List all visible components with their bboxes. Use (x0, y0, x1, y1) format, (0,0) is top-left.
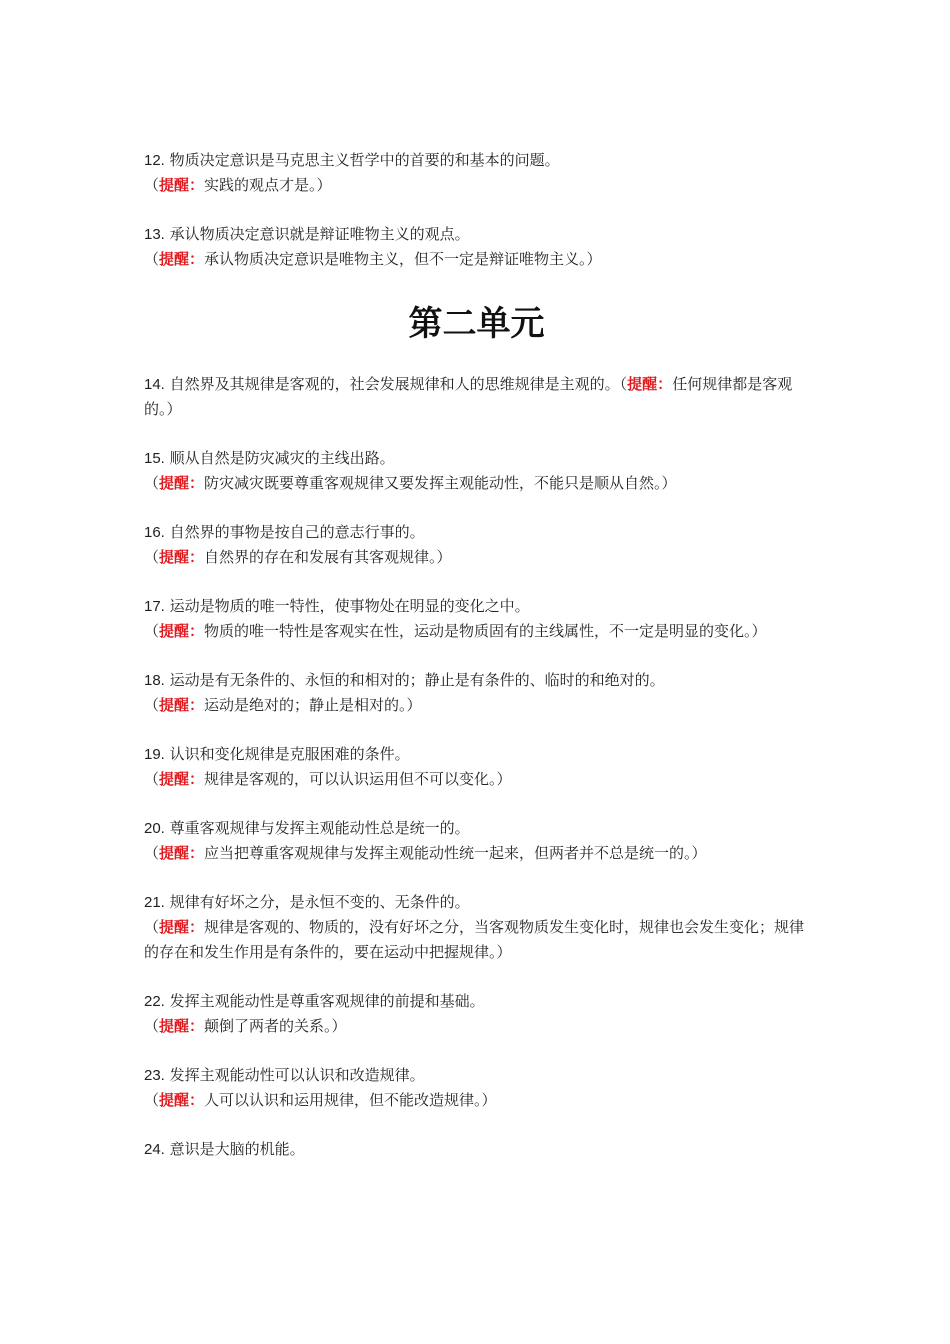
question-text: 14. 自然界及其规律是客观的，社会发展规律和人的思维规律是主观的。 (144, 375, 620, 393)
question-text: 19. 认识和变化规律是克服困难的条件。 (144, 745, 410, 763)
reminder-label: 提醒： (159, 548, 205, 566)
question-item-14 (144, 372, 809, 422)
question-item-23 (144, 1063, 809, 1113)
reminder-label: 提醒： (159, 176, 205, 194)
reminder-text: （提醒：应当把尊重客观规律与发挥主观能动性统一起来，但两者并不总是统一的。） (144, 844, 707, 862)
question-text: 22. 发挥主观能动性是尊重客观规律的前提和基础。 (144, 992, 485, 1010)
question-item-24 (144, 1137, 809, 1162)
reminder-label: 提醒： (159, 696, 205, 714)
reminder-text: （提醒：实践的观点才是。） (144, 176, 332, 194)
question-text: 23. 发挥主观能动性可以认识和改造规律。 (144, 1066, 425, 1084)
reminder-label: 提醒： (159, 844, 205, 862)
question-item-21 (144, 890, 809, 965)
reminder-label: 提醒： (627, 375, 673, 393)
reminder-text: （提醒：运动是绝对的；静止是相对的。） (144, 696, 422, 714)
reminder-label: 提醒： (159, 1091, 205, 1109)
question-item-22 (144, 989, 809, 1039)
question-text: 21. 规律有好坏之分，是永恒不变的、无条件的。 (144, 893, 470, 911)
question-text: 12. 物质决定意识是马克思主义哲学中的首要的和基本的问题。 (144, 151, 560, 169)
question-text: 13. 承认物质决定意识就是辩证唯物主义的观点。 (144, 225, 470, 243)
reminder-text: （提醒：承认物质决定意识是唯物主义，但不一定是辩证唯物主义。） (144, 250, 602, 268)
reminder-text: （提醒：任何规律都是客观的。） (144, 375, 793, 418)
question-text: 18. 运动是有无条件的、永恒的和相对的；静止是有条件的、临时的和绝对的。 (144, 671, 665, 689)
reminder-label: 提醒： (159, 622, 205, 640)
question-item-19 (144, 742, 809, 792)
reminder-label: 提醒： (159, 1017, 205, 1035)
section-title: 第二单元 (408, 304, 545, 344)
reminder-label: 提醒： (159, 250, 205, 268)
reminder-text: （提醒：自然界的存在和发展有其客观规律。） (144, 548, 452, 566)
question-item-20 (144, 816, 809, 866)
question-item-15 (144, 446, 809, 496)
question-text: 16. 自然界的事物是按自己的意志行事的。 (144, 523, 425, 541)
reminder-text: （提醒：物质的唯一特性是客观实在性，运动是物质固有的主线属性，不一定是明显的变化。） (144, 622, 767, 640)
reminder-text: （提醒：规律是客观的，可以认识运用但不可以变化。） (144, 770, 512, 788)
question-item-18 (144, 668, 809, 718)
question-item-12 (144, 148, 809, 198)
question-item-16 (144, 520, 809, 570)
reminder-label: 提醒： (159, 770, 205, 788)
reminder-text: （提醒：人可以认识和运用规律，但不能改造规律。） (144, 1091, 497, 1109)
reminder-text: （提醒：防灾减灾既要尊重客观规律又要发挥主观能动性，不能只是顺从自然。） (144, 474, 677, 492)
question-item-13 (144, 222, 809, 272)
reminder-label: 提醒： (159, 474, 205, 492)
reminder-text: （提醒：规律是客观的、物质的，没有好坏之分，当客观物质发生变化时，规律也会发生变化；规律的存在和发生作用是有条件的，要在运动中把握规律。） (144, 918, 805, 961)
question-item-17 (144, 594, 809, 644)
question-text: 24. 意识是大脑的机能。 (144, 1140, 305, 1158)
question-text: 15. 顺从自然是防灾减灾的主线出路。 (144, 449, 395, 467)
reminder-label: 提醒： (159, 918, 205, 936)
document-page (144, 148, 809, 1186)
question-text: 20. 尊重客观规律与发挥主观能动性总是统一的。 (144, 819, 470, 837)
question-text: 17. 运动是物质的唯一特性，使事物处在明显的变化之中。 (144, 597, 530, 615)
reminder-text: （提醒：颠倒了两者的关系。） (144, 1017, 347, 1035)
